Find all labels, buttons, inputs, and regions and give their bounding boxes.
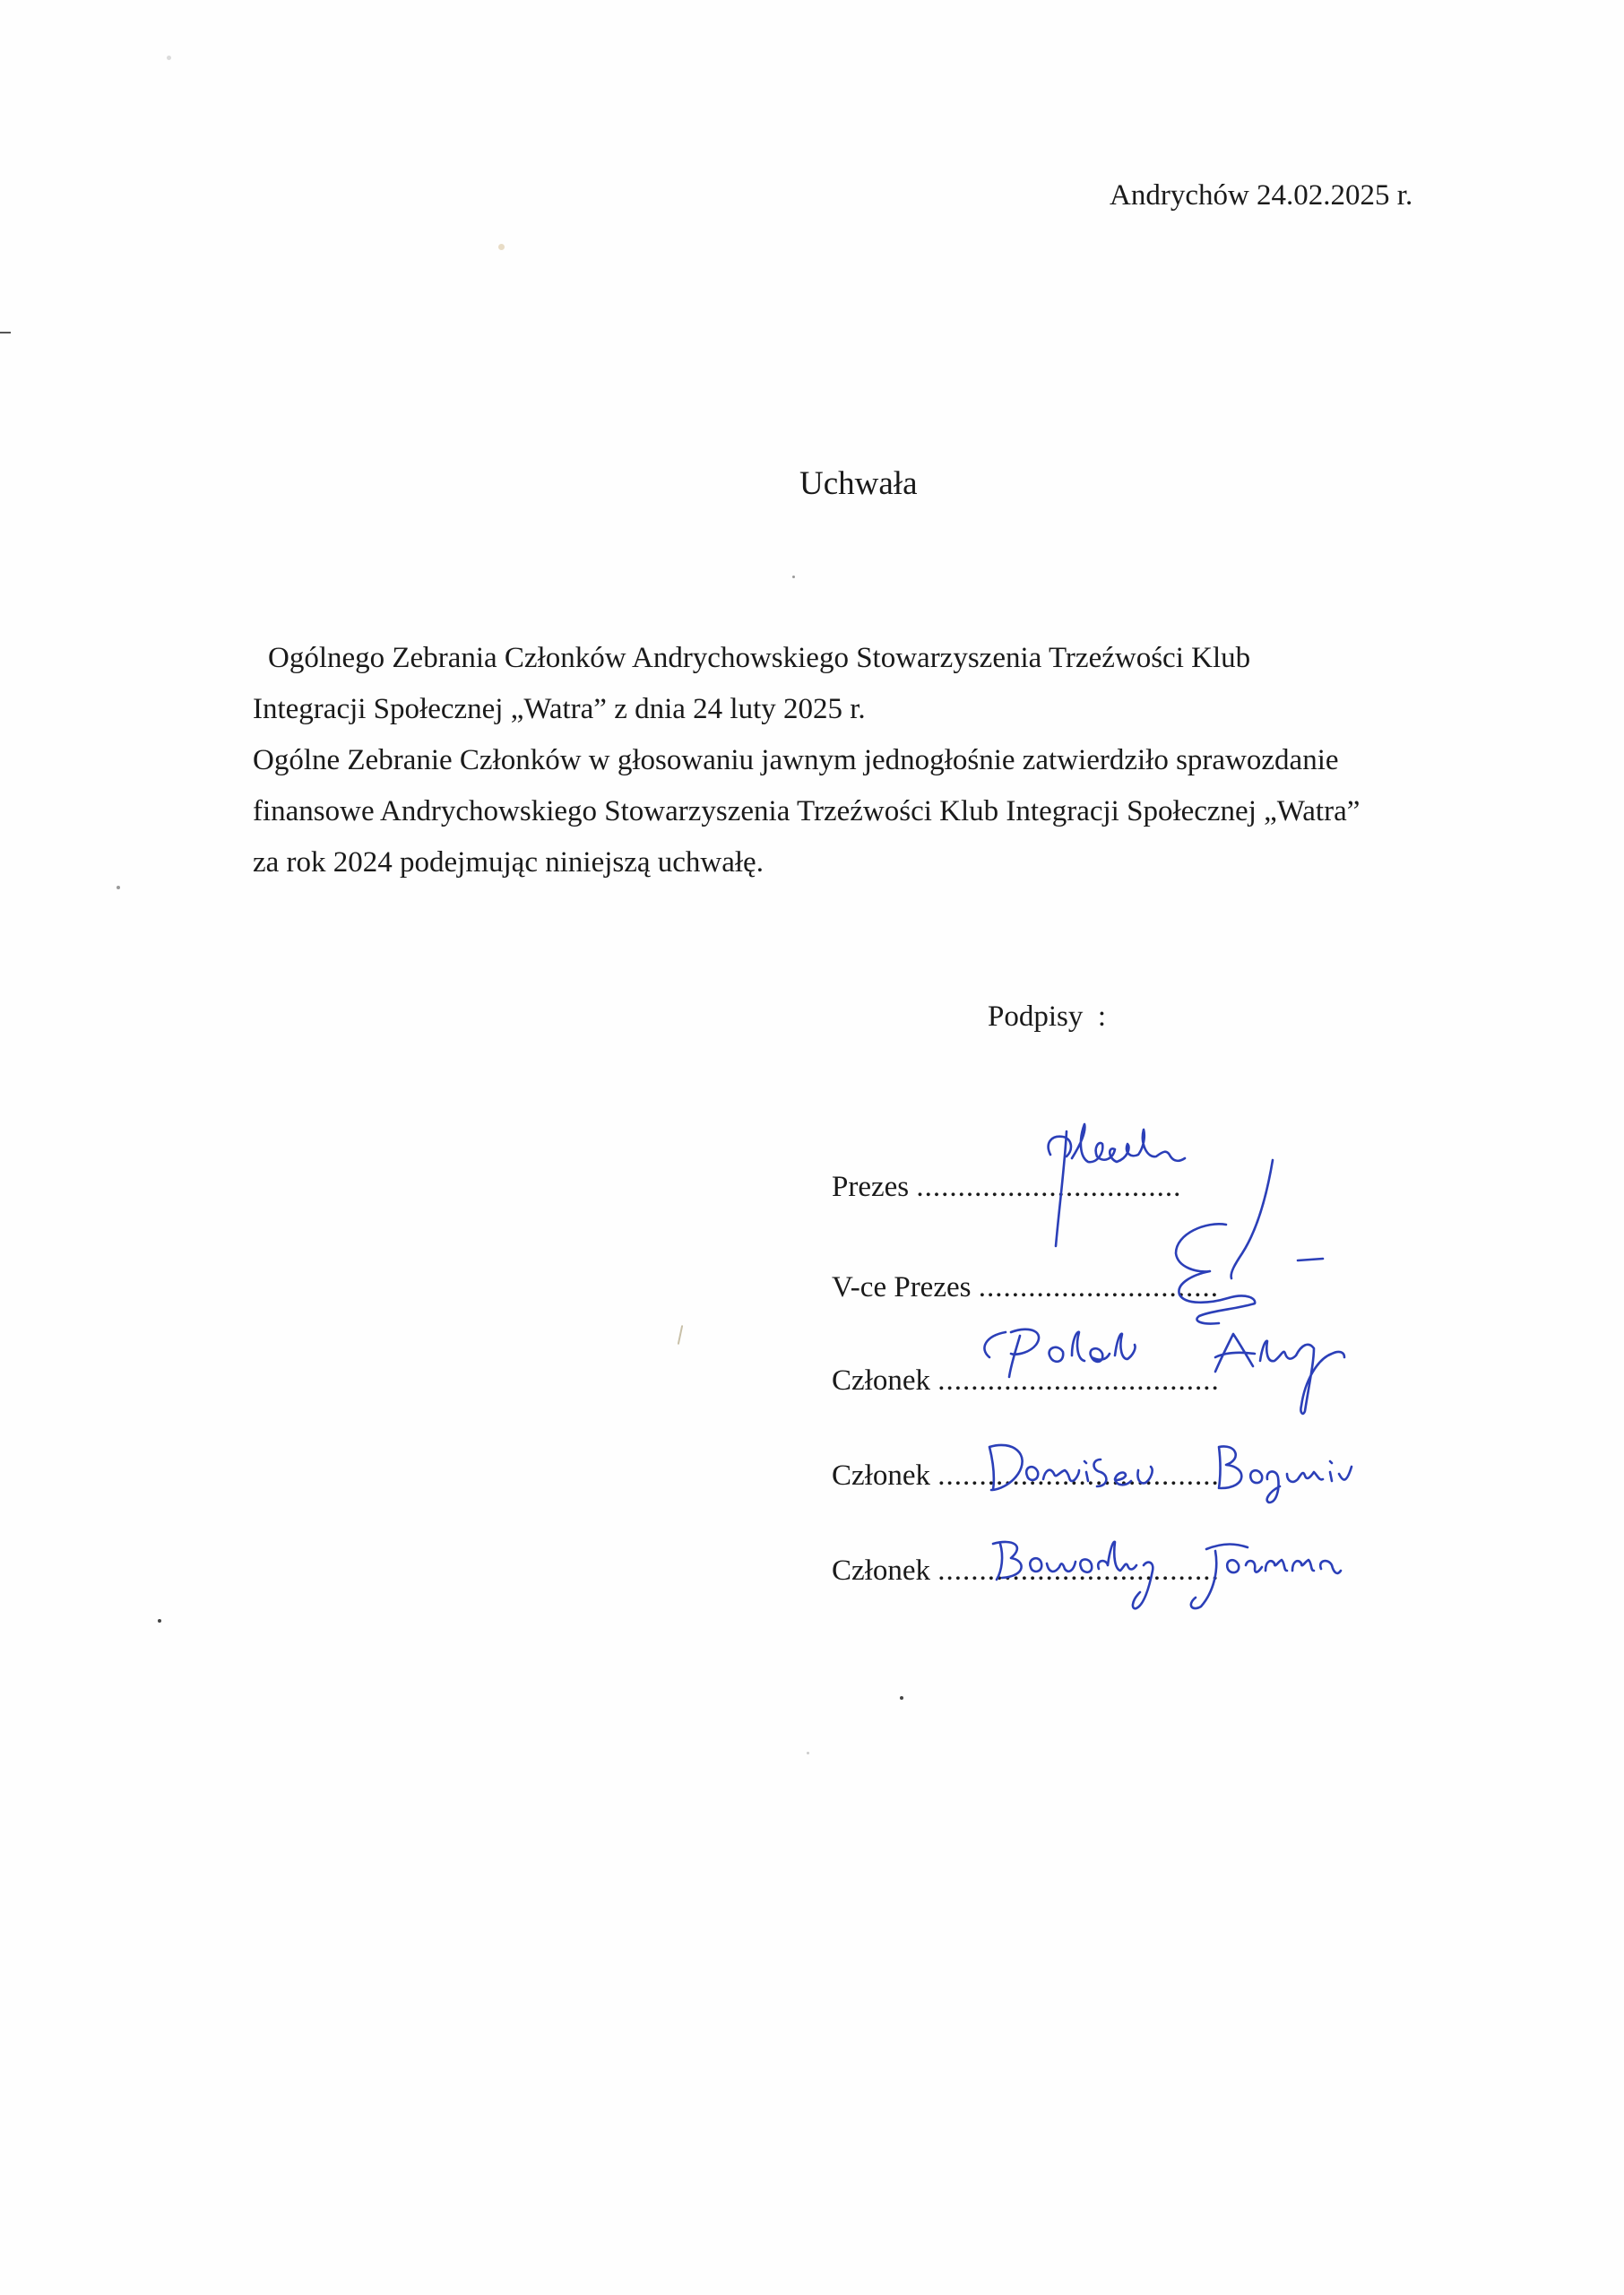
- resolution-body: [253, 633, 1499, 888]
- scan-speck: [498, 244, 505, 250]
- signature-line-vice-prezes: [832, 1271, 1219, 1304]
- scan-speck: [117, 886, 120, 889]
- signatures-heading: Podpisy :: [988, 1000, 1107, 1033]
- signature-line-czlonek-2: [832, 1459, 1220, 1493]
- scan-speck: [0, 332, 11, 333]
- scan-speck: [167, 56, 171, 60]
- body-line: Integracji Społecznej „Watra” z dnia 24 luty 2025 r.: [253, 693, 866, 725]
- body-line: za rok 2024 podejmując niniejszą uchwałę.: [253, 846, 764, 879]
- signature-line-prezes: [832, 1171, 1181, 1204]
- signature-dots: ..................................: [937, 1555, 1220, 1587]
- scan-speck: [792, 576, 795, 578]
- scan-speck: [807, 1752, 809, 1754]
- scan-speck: [158, 1619, 161, 1623]
- signature-dots: ................................: [916, 1171, 1182, 1203]
- signature-role: Członek: [832, 1459, 930, 1492]
- signature-role: Członek: [832, 1555, 930, 1587]
- body-line: Ogólne Zebranie Członków w głosowaniu jawnym jednogłośnie zatwierdziło sprawozdanie: [253, 744, 1339, 776]
- scan-speck: [678, 1325, 684, 1345]
- scan-speck: [900, 1696, 903, 1700]
- signature-role: Prezes: [832, 1171, 910, 1203]
- document-title: Uchwała: [799, 465, 918, 502]
- signature-dots: .............................: [978, 1271, 1219, 1303]
- signature-role: Członek: [832, 1364, 930, 1397]
- signature-dots: ..................................: [937, 1364, 1220, 1397]
- signature-line-czlonek-3: [832, 1555, 1220, 1588]
- body-line: finansowe Andrychowskiego Stowarzyszenia Trzeźwości Klub Integracji Społecznej „Watra”: [253, 795, 1361, 827]
- signature-line-czlonek-1: [832, 1364, 1220, 1398]
- signature-dots: ..................................: [937, 1459, 1220, 1492]
- signature-role: V-ce Prezes: [832, 1271, 972, 1303]
- date-line: Andrychów 24.02.2025 r.: [1110, 179, 1413, 212]
- body-line: Ogólnego Zebrania Członków Andrychowskiego Stowarzyszenia Trzeźwości Klub: [268, 642, 1251, 674]
